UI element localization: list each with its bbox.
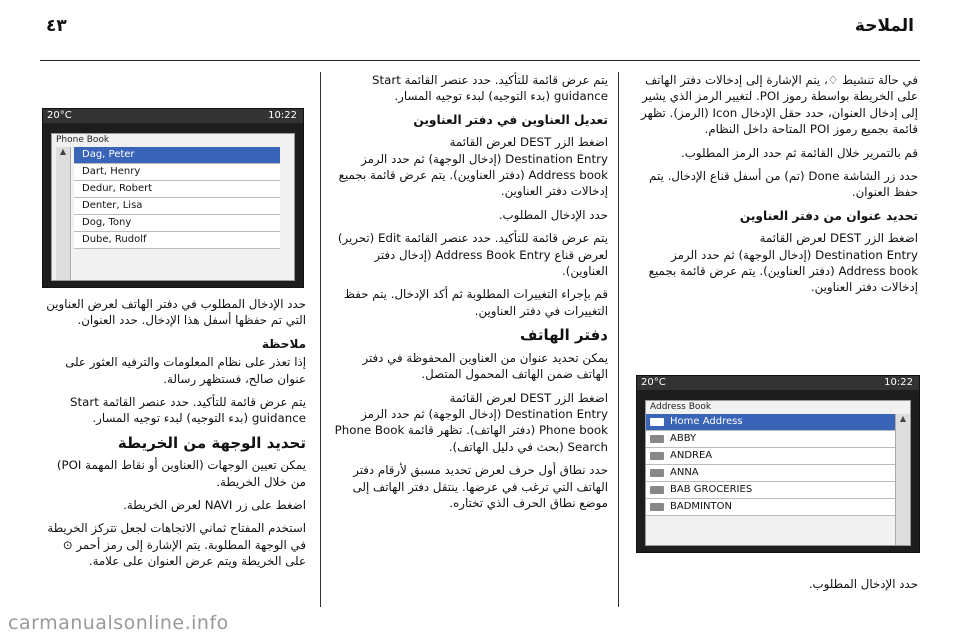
header-rule: [40, 60, 920, 61]
list-item[interactable]: ABBY: [646, 431, 896, 448]
panel-title: Address Book: [650, 402, 712, 412]
section-heading: تحديد عنوان من دفتر العناوين: [739, 208, 918, 223]
contact-icon: [650, 435, 664, 443]
section-heading: تعديل العناوين في دفتر العناوين: [413, 112, 608, 127]
status-bar: [637, 376, 919, 390]
contact-icon: [650, 486, 664, 494]
left-column: [42, 296, 306, 577]
list-item[interactable]: Home Address: [646, 414, 896, 431]
paragraph: في حالة تنشيط ♢، يتم الإشارة إلى إدخالات دفتر الهاتف على الخريطة بواسطة رموز POI. لتغيير الرمز الذي يشير إلى إدخال العنوان، حدد حقل الإدخال Icon (الرمز). تظهر قائمة بجميع رموز POI المتاحة داخل النظام.: [640, 73, 918, 137]
step: اضغط الزر DEST لعرض القائمة: [449, 135, 608, 150]
screen-caption: [630, 576, 918, 599]
paragraph: حدد الإدخال المطلوب في دفتر الهاتف لعرض العناوين التي تم حفظها أسفل هذا الإدخال. حدد العنوان.: [46, 297, 306, 328]
list-item[interactable]: Dag, Peter: [74, 147, 280, 164]
clock-readout: 10:22: [268, 110, 297, 121]
contact-icon: [650, 503, 664, 511]
contact-icon: [650, 469, 664, 477]
page-number: ٤٣: [46, 16, 67, 36]
step: قم بإجراء التغييرات المطلوبة ثم أكد الإدخال. يتم حفظ التغييرات في دفتر العناوين.: [344, 287, 608, 318]
step: حدد نطاق أول حرف لعرض تحديد مسبق لأرقام دفتر الهاتف التي ترغب في عرضها. ينتقل دفتر الهاتف إلى موضع نطاق الحرف الذي تختاره.: [352, 463, 608, 510]
address-book-screen: [636, 375, 920, 553]
list-item[interactable]: ANDREA: [646, 448, 896, 465]
section-heading: دفتر الهاتف: [519, 326, 608, 345]
list-item[interactable]: Denter, Lisa: [74, 198, 280, 215]
paragraph: يتم عرض قائمة للتأكيد. حدد عنصر القائمة Start guidance (بدء التوجيه) لبدء توجيه المسار.: [372, 73, 608, 104]
chevron-up-icon[interactable]: ▲: [899, 414, 907, 423]
right-column: [630, 72, 918, 303]
chevron-up-icon[interactable]: ▲: [59, 147, 67, 156]
step: Destination Entry (إدخال الوجهة) ثم حدد الرمز Phone book (دفتر الهاتف). تظهر قائمة Phone Book Search (بحث في دليل الهاتف).: [334, 406, 608, 454]
list-item[interactable]: Dart, Henry: [74, 164, 280, 181]
paragraph: حدد زر الشاشة Done (تم) من أسفل قناع الإدخال. يتم حفظ العنوان.: [649, 169, 918, 200]
paragraph: قم بالتمرير خلال القائمة ثم حدد الرمز المطلوب.: [681, 145, 918, 160]
paragraph: يمكن تحديد عنوان من العناوين المحفوظة في دفتر الهاتف ضمن الهاتف المحمول المتصل.: [362, 350, 608, 382]
temperature-readout: 20°C: [641, 377, 666, 388]
column-divider: [320, 72, 321, 607]
step: اضغط الزر DEST لعرض القائمة: [759, 231, 918, 246]
scrollbar[interactable]: [895, 414, 910, 545]
list-item[interactable]: BAB GROCERIES: [646, 482, 896, 499]
paragraph: يمكن تعيين الوجهات (العناوين أو نقاط المهمة POI) من خلال الخريطة.: [56, 458, 306, 489]
page-header: [40, 14, 920, 44]
step: يتم عرض قائمة للتأكيد. حدد عنصر القائمة Edit (تحرير) لعرض قناع Address Book Entry (إدخال دفتر العناوين).: [337, 231, 608, 279]
panel-title: Phone Book: [56, 135, 110, 145]
page-title: الملاحة: [854, 16, 914, 36]
contact-icon: [650, 452, 664, 460]
middle-column: [332, 72, 608, 518]
caption-text: حدد الإدخال المطلوب.: [808, 577, 918, 591]
list-item[interactable]: Dog, Tony: [74, 215, 280, 232]
paragraph: استخدم المفتاح ثماني الاتجاهات لجعل تتركز الخريطة في الوجهة المطلوبة. يتم الإشارة إلى رمز أحمر ⊙ على الخريطة ويتم عرض العنوان على علامة.: [47, 521, 306, 569]
list-item[interactable]: BADMINTON: [646, 499, 896, 516]
phone-list: [74, 147, 280, 280]
clock-readout: 10:22: [884, 377, 913, 388]
letter-scroll[interactable]: [56, 147, 71, 280]
list-item[interactable]: Dube, Rudolf: [74, 232, 280, 249]
column-divider: [618, 72, 619, 607]
note-text: إذا تعذر على نظام المعلومات والترفيه العثور على عنوان صالح، فستظهر رسالة.: [65, 355, 306, 386]
watermark: carmanualsonline.info: [8, 612, 229, 634]
step: اضغط الزر DEST لعرض القائمة: [449, 390, 608, 405]
note-heading: ملاحظة: [261, 336, 306, 351]
step: حدد الإدخال المطلوب.: [498, 207, 608, 222]
list-item[interactable]: ANNA: [646, 465, 896, 482]
phone-book-screen: [42, 108, 304, 288]
paragraph: اضغط على زر NAVI لعرض الخريطة.: [123, 498, 306, 513]
phone-book-panel: [51, 133, 295, 281]
status-bar: [43, 109, 303, 123]
temperature-readout: 20°C: [47, 110, 72, 121]
list-item[interactable]: Dedur, Robert: [74, 181, 280, 198]
step: Destination Entry (إدخال الوجهة) ثم حدد الرمز Address book (دفتر العناوين). يتم عرض قائمة بجميع إدخالات دفتر العناوين.: [338, 151, 608, 199]
step: Destination Entry (إدخال الوجهة) ثم حدد الرمز Address book (دفتر العناوين). يتم عرض قائمة بجميع إدخالات دفتر العناوين.: [648, 247, 918, 295]
section-heading: تحديد الوجهة من الخريطة: [117, 433, 306, 452]
home-icon: [650, 418, 664, 426]
address-list: [646, 414, 896, 545]
address-book-panel: [645, 400, 911, 546]
paragraph: يتم عرض قائمة للتأكيد. حدد عنصر القائمة Start guidance (بدء التوجيه) لبدء توجيه المسار.: [70, 395, 306, 426]
